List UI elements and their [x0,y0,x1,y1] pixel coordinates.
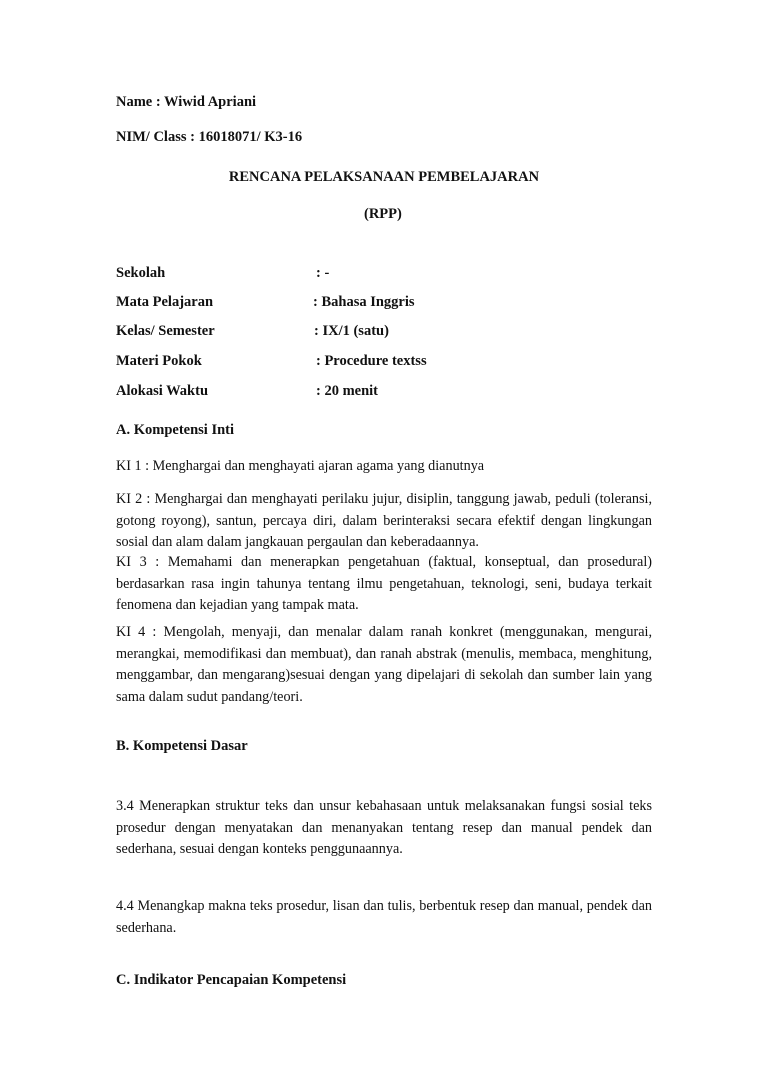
identity-value-school: : - [316,265,330,281]
ki1-text: KI 1 : Menghargai dan menghayati ajaran agama yang dianutnya [116,458,485,474]
ki4-text: KI 4 : Mengolah, menyaji, dan menalar dalam ranah konkret (menggunakan, mengurai, merangkai, memodifikasi dan membuat), dan ranah abstrak (menulis, membaca, menghitung, menggambar, dan mengarang)sesuai dengan yang dipelajari di sekolah dan sumber lain yang sama dalam sudut pandang/teori. [116,624,652,705]
ki3-text: KI 3 : Memahami dan menerapkan pengetahuan (faktual, konseptual, dan prosedural) berdasarkan rasa ingin tahunya tentang ilmu pengetahuan, teknologi, seni, budaya terkait fenomena dan kejadian yang tampak mata. [116,554,652,613]
identity-label-school: Sekolah [116,265,166,281]
identity-label-class-semester: Kelas/ Semester [116,323,215,339]
section-b-heading: B. Kompetensi Dasar [116,738,248,754]
identity-value-class-semester: : IX/1 (satu) [314,323,389,339]
student-nim-class: NIM/ Class : 16018071/ K3-16 [116,129,303,145]
kd34-text: 3.4 Menerapkan struktur teks dan unsur kebahasaan untuk melaksanakan fungsi sosial teks prosedur dengan menyatakan dan menanyakan tentang resep dan manual pendek dan sederhana, sesuai dengan konteks penggunaannya. [116,798,652,857]
document-subtitle: (RPP) [364,206,402,222]
identity-label-time: Alokasi Waktu [116,383,209,399]
section-a-heading: A. Kompetensi Inti [116,422,235,438]
kd44-text: 4.4 Menangkap makna teks prosedur, lisan dan tulis, berbentuk resep dan manual, pendek dan sederhana. [116,898,652,936]
section-c-heading: C. Indikator Pencapaian Kompetensi [116,972,347,988]
identity-value-time: : 20 menit [316,383,379,399]
identity-value-subject: : Bahasa Inggris [313,294,415,310]
identity-value-topic: : Procedure textss [316,353,427,369]
document-title: RENCANA PELAKSANAAN PEMBELAJARAN [228,169,540,185]
student-name: Name : Wiwid Apriani [116,94,257,110]
ki2-text: KI 2 : Menghargai dan menghayati perilaku jujur, disiplin, tanggung jawab, peduli (toleransi, gotong royong), santun, percaya diri, dalam berinteraksi secara efektif dengan lingkungan sosial dan alam dalam jangkauan pergaulan dan keberadaannya. [116,491,652,550]
identity-label-topic: Materi Pokok [116,353,202,369]
identity-label-subject: Mata Pelajaran [116,294,214,310]
